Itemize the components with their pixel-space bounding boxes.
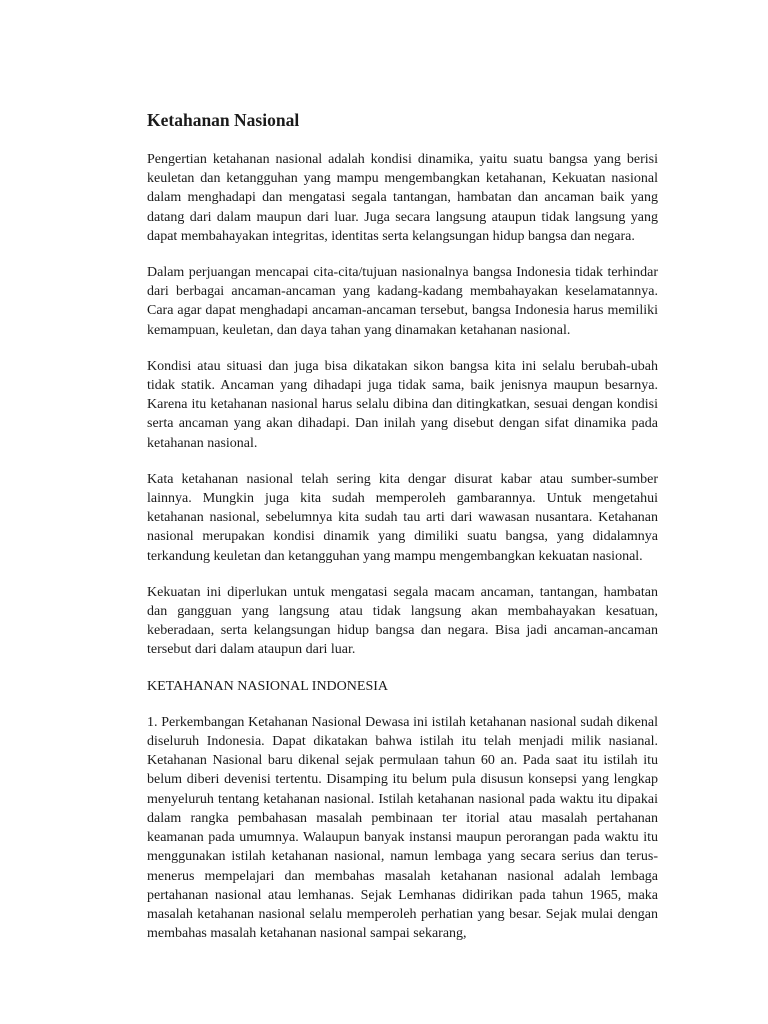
paragraph-development: 1. Perkembangan Ketahanan Nasional Dewasa ini istilah ketahanan nasional sudah dikenal diseluruh Indonesia. Dapat dikatakan bahwa istilah itu telah menjadi milik nasianal. Ketahanan Nasional baru dikenal sejak permulaan tahun 60 an. Pada saat itu istilah itu belum diberi devenisi tertentu. Disamping itu belum pula disusun konsepsi yang lengkap menyeluruh tentang ketahanan nasional. Istilah ketahanan nasional pada waktu itu dipakai dalam rangka pembahasan masalah pembinaan ter itorial atau masalah pertahanan keamanan pada umumnya. Walaupun banyak instansi maupun perorangan pada waktu itu menggunakan istilah ketahanan nasional, namun lembaga yang secara serius dan terus-menerus mempelajari dan membahas masalah ketahanan nasional adalah lembaga pertahanan nasional atau lemhanas. Sejak Lemhanas didirikan pada tahun 1965, maka masalah ketahanan nasional selalu memperoleh perhatian yang besar. Sejak mulai dengan membahas masalah ketahanan nasional sampai sekarang, bbox=[147, 714, 658, 942]
paragraph-strength: Kekuatan ini diperlukan untuk mengatasi segala macam ancaman, tantangan, hambatan dan gangguan yang langsung atau tidak langsung akan membahayakan kesatuan, keberadaan, serta kelangsungan hidup bangsa dan negara. Bisa jadi ancaman-ancaman tersebut dari dalam ataupun dari luar. bbox=[147, 584, 658, 658]
paragraph-struggle: Dalam perjuangan mencapai cita-cita/tujuan nasionalnya bangsa Indonesia tidak terhindar dari berbagai ancaman-ancaman yang kadang-kadang membahayakan keselamatannya. Cara agar dapat menghadapi ancaman-ancaman tersebut, bangsa Indonesia harus memiliki kemampuan, keuletan, dan daya tahan yang dinamakan ketahanan nasional. bbox=[147, 265, 658, 338]
paragraph-condition: Kondisi atau situasi dan juga bisa dikatakan sikon bangsa kita ini selalu berubah-ubah tidak statik. Ancaman yang dihadapi juga tidak sama, baik jenisnya maupun besarnya. Karena itu ketahanan nasional harus selalu dibina dan ditingkatkan, sesuai dengan kondisi serta ancaman yang akan dihadapi. Dan inilah yang disebut dengan sifat dinamika pada ketahanan nasional. bbox=[147, 358, 658, 451]
paragraph-term: Kata ketahanan nasional telah sering kita dengar disurat kabar atau sumber-sumber lainnya. Mungkin juga kita sudah memperoleh gambarannya. Untuk mengetahui ketahanan nasional, sebelumnya kita sudah tau arti dari wawasan nusantara. Ketahanan nasional merupakan kondisi dinamik yang dimiliki suatu bangsa, yang didalamnya terkandung keuletan dan ketangguhan yang mampu mengembangkan kekuatan nasional. bbox=[147, 471, 658, 564]
document-page bbox=[147, 108, 658, 943]
document-title: Ketahanan Nasional bbox=[147, 110, 300, 130]
paragraph-definition: Pengertian ketahanan nasional adalah kondisi dinamika, yaitu suatu bangsa yang berisi keuletan dan ketangguhan yang mampu mengembangkan ketahanan, Kekuatan nasional dalam menghadapi dan mengatasi segala tantangan, hambatan dan ancaman baik yang datang dari dalam maupun dari luar. Juga secara langsung ataupun tidak langsung yang dapat membahayakan integritas, identitas serta kelangsungan hidup bangsa dan negara. bbox=[147, 152, 658, 244]
section-heading: KETAHANAN NASIONAL INDONESIA bbox=[147, 678, 389, 694]
